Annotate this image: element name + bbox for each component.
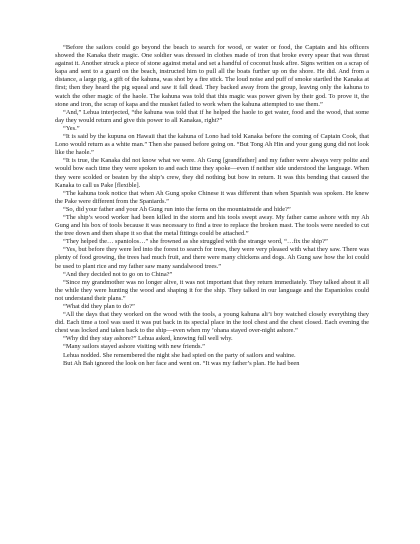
paragraph: “And,” Lehua interjected, “the kahuna was told that if he helped the haole to get water, food and the wood, that some day they would return and give this power to all Kanakas, right?” [55,108,369,124]
paragraph: But Ah Bah ignored the look on her face and went on. “It was my father’s plan. He had been [63,359,300,367]
paragraph: “Why did they stay ashore?” Lehua asked, knowing full well why. [63,335,233,343]
paragraph: “And they decided not to go on to China?” [63,270,173,278]
paragraph: “Yes, but before they were led into the forest to search for trees, they were very pleased with what they saw. There was plenty of food growing, the trees had much fruit, and there were many chickens and dogs. Ah Gung saw how the loi could be used to plant rice and my father saw many sandalwood trees.” [55,246,369,270]
paragraph: “Many sailors stayed ashore visiting with new friends.” [63,343,205,351]
paragraph: “Since my grandmother was no longer alive, it was not important that they return immediately. They talked about it all the while they were hunting the wood and shaping it for the ship. They talked in our language and the Espaniolos could not understand their plans.” [55,278,369,302]
paragraph: Lehua nodded. She remembered the night she had spied on the party of sailors and wahine. [63,351,296,359]
paragraph: “It is said by the kupuna on Hawaii that the kahuna of Lono had told Kanaka before the coming of Captain Cook, that Lono would return as a white man.” Then she paused before going on. “But Tong Ah Hin and your gung gung did not look like the haole.” [55,133,369,157]
paragraph: “What did they plan to do?” [63,303,135,310]
page-body [55,44,369,368]
paragraph: “All the days that they worked on the wood with the tools, a young kahuna ali’i boy watched closely everything they did. Each time a tool was used it was put back in its special place in the tool chest and the chest closed. Each evening the chest was locked and taken back to the ship—even when my ’ohana stayed over-night ashore.” [55,311,369,335]
paragraph: “The ship’s wood worker had been killed in the storm and his tools swept away. My father came ashore with my Ah Gung and his box of tools because it was necessary to find a tree to replace the broken mast. The tools were needed to cut the tree down and then shape it so that the metal fittings could be attached.” [55,213,369,238]
paragraph: “Before the sailors could go beyond the beach to search for wood, or water or food, the Captain and his officers showed the Kanaka their magic. One soldier was dressed in clothes made of iron that broke every spear that was thrust against it. Another struck a piece of stone against metal and set a handful of coconut husk afire. Signs written on a scrap of kapa and sent to a guard on the beach, instructed him to pull all the boats further up on the shore. He did. And from a distance, a large pig, a gift of the kahuna, was shot by a fire stick. The loud noise and puff of smoke startled the Kanaka at first; then they heard the pig squeal and saw it fall dead. They backed away from the group, leaving only the kahuna to watch the other magic of the haole. The kahuna was told that this magic was power given by their god. To prove it, the stone and iron, the scrap of kapa and the musket failed to work when the kahuna attempted to use them.” [55,44,369,108]
paragraph: “Yes.” [63,124,80,132]
paragraph: “The kahuna took notice that when Ah Gung spoke Chinese it was different than when Spanish was spoken. He knew the Pake were different from the Spaniards.” [55,189,369,205]
paragraph: “So, did your father and your Ah Gung run into the ferns on the mountainside and hide?” [63,205,291,213]
paragraph: “It is true, the Kanaka did not know what we were. Ah Gung [grandfather] and my father were always very polite and would bow each time they were spoken to and each time they spoke—even if neither side understood the language. When they were scolded or beaten by the ship’s crew, they did nothing but bow in return. It was this bending that caused the Kanaka to call us Pake [flexible]. [55,157,369,189]
paragraph: “They helped the… spaniolos…” she frowned as she struggled with the strange word, “…fix the ship?” [63,238,328,246]
